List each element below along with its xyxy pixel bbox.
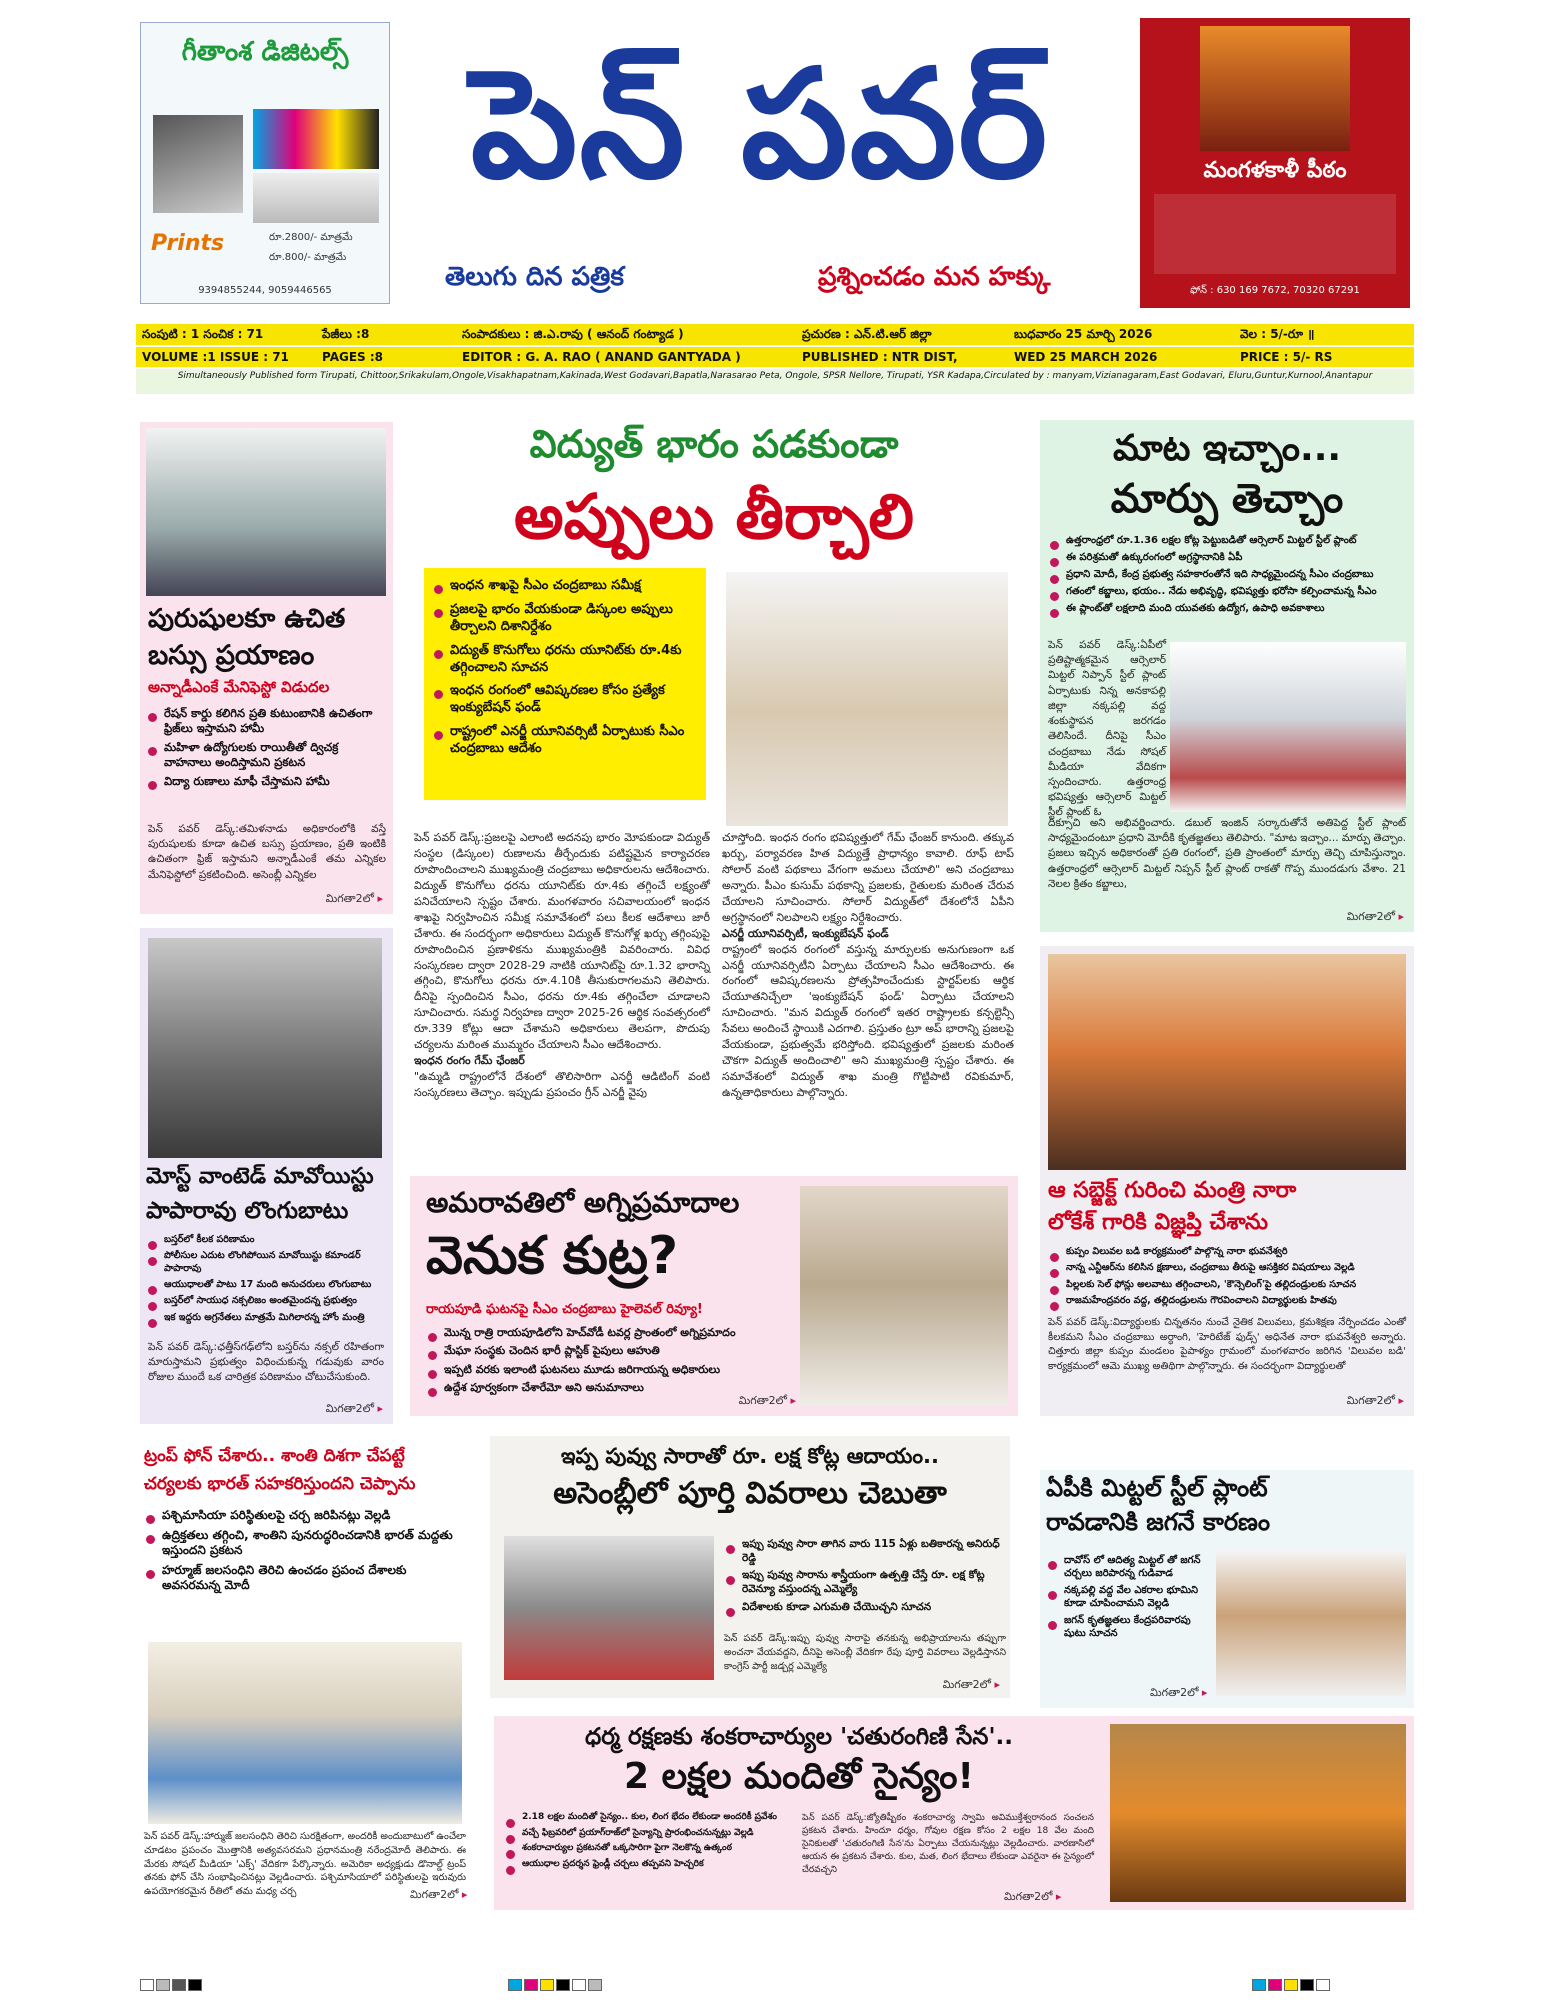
story-subject: [1040, 946, 1414, 1416]
power-bullet: రాష్ట్రంలో ఎనర్జీ యూనివర్సిటీ ఏర్పాటుకు సీఎం చంద్రబాబు ఆదేశం: [432, 724, 698, 758]
printer-image: [153, 115, 243, 213]
maoist-bullets: [146, 1234, 388, 1328]
maoist-headline-1: మోస్ట్ వాంటెడ్ మావోయిస్టు: [146, 1164, 374, 1189]
story-liquor: [490, 1436, 1010, 1698]
info-pages-en: PAGES :8: [322, 350, 383, 364]
maoist-continued: మిగతా2లో ▸: [326, 1402, 383, 1418]
info-pages-te: పేజీలు :8: [322, 327, 370, 341]
modi-photo: [148, 1642, 462, 1824]
army-body: పెన్ పవర్ డెస్క్:జ్యోతిష్పీఠం శంకరాచార్య స్వామి అవిముక్తేశ్వరానంద సంచలన ప్రకటన చేశారు. హిందూ ధర్మం, గోవుల రక్షణ కోసం 2 లక్షల 18 వేల మంది సైనికులతో 'చతురంగిణి సేన'ను ఏర్పాటు చేయనున్నట్లు వెల్లడించారు. వారణాసిలో ఆయన ఈ ప్రకటన చేశారు. కుల, మత, లింగ భేదాలు లేకుండా ఎవరైనా ఈ సైన్యంలో చేరవచ్చని: [802, 1813, 1094, 1876]
info-volume-en: VOLUME :1 ISSUE : 71: [142, 350, 289, 364]
mittal-headline-2: రావడానికి జగనే కారణం: [1046, 1508, 1271, 1536]
power-bullet-box: [424, 568, 706, 800]
mittal-continued: మిగతా2లో ▸: [1150, 1686, 1207, 1702]
ad-left-brand: గీతాంశ డిజిటల్స్: [181, 37, 349, 67]
info-price-te: వెల : 5/-రూ ॥: [1240, 327, 1315, 341]
promise-body-narrow: పెన్ పవర్ డెస్క్:ఏపీలో ప్రతిష్టాత్మకమైన ఆర్సెలార్ మిట్టల్ నిప్పాన్ స్టీల్ ప్లాంట్ ఏర్పాటుకు నిన్న అనకాపల్లి జిల్లా నక్కపల్లి వద్ద శంకుస్థాపన జరగడం తెలిసిందే. దీనిపై సీఎం చంద్రబాబు నేడు సోషల్ మీడియా వేదికగా స్పందించారు. ఉత్తరాంధ్ర భవిష్యత్తు ఆర్సెలార్ మిట్టల్ స్టీల్ ప్లాంట్ ఓ: [1048, 639, 1166, 819]
maoist-headline-2: పాపారావు లొంగుబాటు: [146, 1198, 349, 1224]
color-registration-bar-right: [1252, 1976, 1332, 1995]
trump-continued: మిగతా2లో ▸: [410, 1888, 467, 1904]
shankaracharya-photo: [1110, 1724, 1406, 1902]
promise-bullet: ఉత్తరాంధ్రలో రూ.1.36 లక్షల కోట్ల పెట్టుబడితో ఆర్సెలార్ మిట్టల్ స్టీల్ ప్లాంట్: [1048, 534, 1408, 547]
maoist-body: పెన్ పవర్ డెస్క్:ఛత్తీస్‌గఢ్‌లోని బస్తర్‌ను నక్సల్ రహితంగా మారుస్తామని ప్రభుత్వం విధించుకున్న గడువుకు వారం రోజుల ముందే ఒక చారిత్రక పరిణామం చోటుచేసుకుంది.: [148, 1341, 384, 1384]
army-bullet: ఆయుధాల ప్రదర్శన ఫ్రెండ్లీ చర్చలు తప్పవని హెచ్చరిక: [504, 1859, 794, 1871]
bus-headline-2: బస్సు ప్రయాణం: [148, 640, 315, 671]
subject-bullet: నాన్న ఎన్టీఆర్‌ను కలిసిన క్షణాలు, చంద్రబాబు తీరుపై ఆసక్తికర విషయాలు వెల్లడి: [1048, 1262, 1408, 1274]
bhuvaneshwari-event-photo: [1048, 954, 1406, 1170]
story-trump: [140, 1442, 470, 1904]
liquor-kicker: ఇప్ప పువ్వు సారాతో రూ. లక్ష కోట్ల ఆదాయం..: [561, 1444, 939, 1468]
promise-bullet: ఈ పరిశ్రమతో ఉక్కురంగంలో అగ్రస్థానానికి ఏపీ: [1048, 551, 1408, 564]
info-row-editions: Simultaneously Published form Tirupati, Chittoor,Srikakulam,Ongole,Visakhapatnam,Kakinada,West Godavari,Bapatla,Narasarao Peta, Ongole, SPSR Nellore, Tirupati, YSR Kadapa,Circulated by : manyam,Vizianagaram,East Godavari, Eluru,Guntur,Kurnool,Anantapur: [136, 369, 1414, 394]
info-row-telugu: [136, 324, 1414, 345]
army-bullets: [504, 1812, 794, 1875]
story-power: [410, 418, 1018, 1186]
masthead-tagline-right: ప్రశ్నించడం మన హక్కు: [818, 262, 1051, 292]
mittal-bullet: జగన్ కృతజ్ఞతలు కేంద్రపరివారపు షుటు సూచన: [1046, 1614, 1206, 1640]
story-promise: [1040, 420, 1414, 932]
fire-bullet: మొన్న రాత్రి రాయపూడిలోని హెచ్‌వోడీ టవర్ల ప్రాంతంలో అగ్నిప్రమాదం: [426, 1326, 796, 1340]
fire-continued: మిగతా2లో ▸: [739, 1394, 796, 1410]
trump-bullets: [144, 1508, 466, 1598]
liquor-bullet: ఇప్పు పువ్వు సారా తాగిన వారు 115 ఏళ్లు బతికారన్న అనిరుధ్ రెడ్డి: [724, 1538, 1008, 1565]
liquor-body: పెన్ పవర్ డెస్క్:ఇప్పు పువ్వు సారాపై తనకున్న అభిప్రాయాలను తప్పుగా అంచనా వేయవద్దని, దీనిపై అసెంబ్లీ వేదికగా రేపు పూర్తి వివరాలు వెల్లడిస్తానని కాంగ్రెస్ పార్టీ జడ్చర్ల ఎమ్మెల్యే: [724, 1633, 1006, 1672]
power-bullet: విద్యుత్ కొనుగోలు ధరను యూనిట్‌కు రూ.4కు తగ్గించాలని సూచన: [432, 643, 698, 677]
subject-body: పెన్ పవర్ డెస్క్:విద్యార్థులకు చిన్నతనం నుంచే నైతిక విలువలు, క్రమశిక్షణ నేర్పించడం ఎంతో కీలకమని సీఎం చంద్రబాబు అర్ధాంగి, 'హెరిటేజ్ ఫుడ్స్' అధినేత నారా భువనేశ్వరి అన్నారు. చిత్తూరు జిల్లా కుప్పం మండలం పైపాళ్యం గ్రామంలో మంగళవారం జరిగిన 'విలువల బడి' కార్యక్రమంలో ఆమె ముఖ్య అతిథిగా పాల్గొన్నారు. ఈ సందర్భంగా విద్యార్థులతో: [1048, 1317, 1406, 1372]
subject-headline-1: ఆ సబ్జెక్ట్ గురించి మంత్రి నారా: [1048, 1178, 1297, 1203]
promise-bullet: గతంలో కబ్జాలు, భయం.. నేడు అభివృద్ధి, భవిష్యత్తు భరోసా కల్పించామన్న సీఎం: [1048, 585, 1408, 598]
ad-left: [140, 22, 390, 304]
story-maoist: [140, 928, 393, 1424]
fire-bullet: ఇప్పటి వరకు ఇలాంటి ఘటనలు మూడు జరిగాయన్న అధికారులు: [426, 1363, 796, 1377]
bus-bullet: మహిళా ఉద్యోగులకు రాయితీతో ద్విచక్ర వాహనాలు అందిస్తామని ప్రకటన: [146, 740, 388, 770]
info-date-te: బుధవారం 25 మార్చి 2026: [1014, 327, 1153, 341]
army-headline-2: 2 లక్షల మందితో సైన్యం!: [624, 1756, 974, 1797]
fire-bullet: ఉద్దేశ పూర్వకంగా చేశారేమో అని అనుమానాలు: [426, 1381, 796, 1395]
power-bullet: ప్రజలపై భారం వేయకుండా డిస్కంల అప్పులు తీర్చాలని దిశానిర్దేశం: [432, 602, 698, 636]
fire-kicker: అమరావతిలో అగ్నిప్రమాదాల: [426, 1186, 740, 1219]
chandrababu-photo: [726, 572, 1008, 826]
info-price-en: PRICE : 5/- RS: [1240, 350, 1333, 364]
power-body-right-text: చూస్తోంది. ఇంధన రంగం భవిష్యత్తులో గేమ్ ఛేంజర్ కానుంది. తక్కువ ఖర్చు, పర్యావరణ హిత విద్యుత్తే ప్రాధాన్యం కావాలి. రూఫ్ టాప్ సోలార్ వంటి పథకాలు వేగంగా అమలు చేయాలి" అని చంద్రబాబు అన్నారు. పీఎం కుసుమ్ పథకాన్ని ప్రజలకు, రైతులకు మరింత చేరువ చేయాలని సూచించారు. సోలార్ విద్యుత్‌లో దేశంలోనే ఏపీని అగ్రస్థానంలో నిలపాలని లక్ష్యం నిర్దేశించారు.: [722, 831, 1014, 924]
power-headline: అప్పులు తీర్చాలి: [514, 480, 914, 553]
trump-bullet: ఉద్రిక్తతలు తగ్గించి, శాంతిని పునరుద్ధరించడానికి భారత్ మద్దతు ఇస్తుందని ప్రకటన: [144, 1528, 466, 1559]
info-published-te: ప్రచురణ : ఎన్.టి.ఆర్ జిల్లా: [802, 327, 932, 341]
power-body-left-text: పెన్ పవర్ డెస్క్:ప్రజలపై ఎలాంటి అదనపు భారం మోపకుండా విద్యుత్ సంస్థల (డిస్కంల) రుణాలను తీర్చేందుకు పటిష్టమైన కార్యాచరణ రూపొందించాలని ముఖ్యమంత్రి చంద్రబాబు అధికారులను ఆదేశించారు. విద్యుత్ కొనుగోలు ధరను యూనిట్‌కు రూ.4కు తగ్గించే లక్ష్యంతో పనిచేయాలని స్పష్టం చేశారు. మంగళవారం సచివాలయంలో ఇంధన శాఖపై నిర్వహించిన సమీక్ష సమావేశంలో పలు కీలక ఆదేశాలు జారీ చేశారు. ఈ సందర్భంగా అధికారులు విద్యుత్ కొనుగోళ్ల ఖర్చు తగ్గింపుపై రూపొందించిన ప్రణాళికను ముఖ్యమంత్రికి వివరించారు. వివిధ సంస్కరణల ద్వారా 2028-29 నాటికి యూనిట్‌పై రూ.1.32 భారాన్ని తగ్గించి, కొనుగోలు ధరను రూ.4.10కి తీసుకురాగలమని తెలిపారు. దీనిపై స్పందించిన సీఎం, ధరను రూ.4కు తగ్గించేలా చూడాలని సూచించారు. సమర్థ నిర్వహణ ద్వారా 2025-26 ఆర్థిక సంవత్సరంలో రూ.339 కోట్లు ఆదా చేశామని అధికారులు తెలపగా, పొదుపు చర్యలను మరింత ముమ్మరం చేయాలని సీఎం ఆదేశించారు.: [414, 831, 710, 1052]
papa-rao-photo: [148, 938, 382, 1158]
ad-right-phone: ఫోన్ : 630 169 7672, 70320 67291: [1190, 285, 1360, 296]
liquor-bullet: విదేశాలకు కూడా ఎగుమతి చేయొచ్చని సూచన: [724, 1601, 1008, 1615]
color-registration-bar-center: [508, 1976, 604, 1995]
power-body-left-text-2: "ఉమ్మడి రాష్ట్రంలోనే దేశంలో తొలిసారిగా ఎనర్జీ ఆడిటింగ్ వంటి సంస్కరణలు తెచ్చాం. ఇప్పుడు ప్రపంచం గ్రీన్ ఎనర్జీ వైపు: [414, 1070, 710, 1099]
trump-body: పెన్ పవర్ డెస్క్:హార్ముజ్ జలసంధిని తెరిచి సురక్షితంగా, అందరికీ అందుబాటులో ఉంచేలా చూడటం ప్రపంచం మొత్తానికి అత్యవసరమని ప్రధానమంత్రి నరేంద్రమోదీ తెలిపారు. ఈ మేరకు సోషల్ మీడియా 'ఎక్స్' వేదికగా పేర్కొన్నారు. అమెరికా అధ్యక్షుడు డొనాల్డ్ ట్రంప్ తనకు ఫోన్ చేసి సంభాషించినట్లు వెల్లడించారు. పశ్చిమాసియాలో పరిస్థితులపై ఇరువురు ఉపయోగకరమైన రీతిలో తమ మధ్య చర్చ: [144, 1831, 466, 1898]
power-bullets: [432, 578, 698, 762]
trump-headline-1: ట్రంప్ ఫోన్ చేశారు.. శాంతి దిశగా చేపట్టే: [144, 1446, 405, 1466]
bus-body: పెన్ పవర్ డెస్క్:తమిళనాడు అధికారంలోకి వస్తే పురుషులకు కూడా ఉచిత బస్సు ప్రయాణం, ప్రతి ఇంటికి ఉచితంగా ఫ్రిజ్ ఇస్తామని అన్నాడీఎంకే తమ ఎన్నికల మేనిఫెస్టోలో ప్రకటించింది. అసెంబ్లీ ఎన్నికల: [148, 823, 386, 881]
info-date-en: WED 25 MARCH 2026: [1014, 350, 1158, 364]
army-bullet: వచ్చే ఫిబ్రవరిలో ప్రయాగ్‌రాజ్‌లో సైన్యాన్ని ప్రారంభించనున్నట్లు వెల్లడి: [504, 1828, 794, 1840]
fire-bullets: [426, 1326, 796, 1399]
gudivada-photo: [1216, 1550, 1406, 1696]
bus-continued: మిగతా2లో ▸: [326, 892, 383, 908]
fire-subhead: రాయపూడి ఘటనపై సీఎం చంద్రబాబు హైలెవల్ రివ్యూ!: [426, 1302, 703, 1317]
bus-bullet: విద్యా రుణాలు మాఫీ చేస్తామని హామీ: [146, 774, 388, 789]
masthead-tagline-left: తెలుగు దిన పత్రిక: [445, 262, 624, 292]
trump-bullet: హర్మూజ్ జలసంధిని తెరిచి ఉంచడం ప్రపంచ దేశాలకు అవసరమన్న మోదీ: [144, 1563, 466, 1594]
bus-headline-1: పురుషులకూ ఉచిత: [148, 604, 346, 634]
liquor-bullet: ఇప్పు పువ్వు సారాను శాస్త్రీయంగా ఉత్పత్తి చేస్తే రూ. లక్ష కోట్ల రెవెన్యూ వస్తుందన్న ఎమ్మెల్యే: [724, 1569, 1008, 1596]
power-subhead-right: ఎనర్జీ యూనివర్సిటీ, ఇంక్యుబేషన్ ఫండ్: [722, 926, 889, 940]
promise-continued: మిగతా2లో ▸: [1347, 910, 1404, 926]
swamiji-photo: [1200, 26, 1350, 151]
color-registration-bar-left: [140, 1976, 204, 1995]
trump-bullet: పశ్చిమాసియా పరిస్థితులపై చర్చ జరిపినట్లు వెల్లడి: [144, 1508, 466, 1524]
promise-headline-1: మాట ఇచ్చాం...: [1112, 428, 1342, 469]
info-volume-te: సంపుటి : 1 సంచిక : 71: [142, 327, 264, 341]
fire-bullet: మేఘా సంస్థకు చెందిన భారీ ప్లాస్టిక్ పైపులు ఆహుతి: [426, 1344, 796, 1358]
story-bus: [140, 422, 393, 914]
maoist-bullet: పోలీసుల ఎదుట లొంగిపోయిన మావోయిస్టు కమాండర్ పాపారావు: [146, 1250, 388, 1275]
mittal-bullets: [1046, 1554, 1206, 1644]
info-editor-te: సంపాదకులు : జి.ఎ.రావు ( ఆనంద్ గంట్యాడ ): [462, 327, 684, 341]
army-bullet: 2.18 లక్షల మందితో సైన్యం.. కుల, లింగ భేదం లేకుండా అందరికీ ప్రవేశం: [504, 1812, 794, 1824]
ad-left-logo: Prints: [151, 231, 225, 256]
bus-subhead: అన్నాడీఎంకే మేనిఫెస్టో విడుదల: [148, 678, 330, 696]
army-continued: మిగతా2లో ▸: [1004, 1890, 1061, 1906]
cm-buddha-photo: [800, 1186, 1008, 1406]
story-army: [494, 1716, 1414, 1910]
promise-bullets: [1048, 534, 1408, 619]
army-headline-1: ధర్మ రక్షణకు శంకరాచార్యుల 'చతురంగిణి సేన'..: [585, 1724, 1013, 1750]
story-fire: [410, 1176, 1018, 1416]
bus-bullets: [146, 706, 388, 793]
maoist-bullet: ఆయుధాలతో పాటు 17 మంది అనుచరులు లొంగుబాటు: [146, 1279, 388, 1291]
masthead-title: పెన్ పవర్: [470, 36, 1050, 212]
ink-bottles-image: [253, 109, 379, 169]
anirudh-reddy-photo: [504, 1536, 714, 1680]
info-bar: [136, 324, 1414, 394]
subject-bullet: పిల్లలకు సెల్ ఫోన్లు అలవాటు తగ్గించాలని, 'కౌన్సెలింగ్'పై తల్లిదండ్రులకు సూచన: [1048, 1279, 1408, 1291]
ad-left-contact: 9394855244, 9059446565: [198, 285, 332, 296]
power-bullet: ఇంధన రంగంలో ఆవిష్కరణల కోసం ప్రత్యేక ఇంక్యుబేషన్ ఫండ్: [432, 683, 698, 717]
mittal-bullet: దావోస్ లో ఆదిత్య మిట్టల్ తో జగన్ చర్చలు జరిపారన్న గుడివాడ: [1046, 1554, 1206, 1580]
liquor-headline: అసెంబ్లీలో పూర్తి వివరాలు చెబుతా: [553, 1476, 947, 1511]
power-kicker: విద్యుత్ భారం పడకుండా: [529, 422, 899, 466]
fire-headline: వెనుక కుట్ర?: [426, 1226, 679, 1286]
ad-right-title: మంగళకాళీ పీఠం: [1203, 158, 1347, 183]
subject-bullets: [1048, 1246, 1408, 1311]
maoist-bullet: బస్తర్‌లో కీలక పరిణామం: [146, 1234, 388, 1246]
liquor-bullets: [724, 1538, 1008, 1618]
power-body-left: [414, 830, 710, 1101]
ad-left-price1: రూ.2800/- మాత్రమే: [269, 232, 353, 243]
army-bullet: శంకరాచార్యుల ప్రకటనతో ఒక్కసారిగా పైగా నెలకొన్న ఉత్కంఠ: [504, 1843, 794, 1855]
paper-rolls-image: [253, 173, 379, 223]
mittal-headline-1: ఏపీకి మిట్టల్ స్టీల్ ప్లాంట్: [1046, 1474, 1268, 1502]
maoist-bullet: ఇక ఇద్దరు అగ్రనేతలు మాత్రమే మిగిలారన్న హోం మంత్రి: [146, 1312, 388, 1324]
cm-speech-photo: [1170, 642, 1406, 812]
info-published-en: PUBLISHED : NTR DIST,: [802, 350, 958, 364]
ad-left-price2: రూ.800/- మాత్రమే: [269, 252, 347, 263]
bus-bullet: రేషన్ కార్డు కలిగిన ప్రతి కుటుంబానికి ఉచితంగా ఫ్రిజ్‌లు ఇస్తామని హామీ: [146, 706, 388, 736]
power-body-right-text-2: రాష్ట్రంలో ఇంధన రంగంలో వస్తున్న మార్పులకు అనుగుణంగా ఒక ఎనర్జీ యూనివర్సిటీని ఏర్పాటు చేయాలని సీఎం ఆదేశించారు. ఈ రంగంలో ఆవిష్కరణలను ప్రోత్సహించేందుకు స్టార్టప్‌లకు ఆర్థిక చేయూతనిచ్చేలా 'ఇంక్యుబేషన్ ఫండ్' ఏర్పాటు చేయాలని సూచించారు. "మన విద్యుత్ రంగంలో ఇతర రాష్ట్రాలకు కన్సల్టెన్సీ సేవలు అందించే స్థాయికి ఎదగాలి. ప్రస్తుతం ట్రూ అప్ భారాన్ని ప్రజలపై వేయకుండా, ప్రభుత్వమే భరిస్తోంది. భవిష్యత్తులో ప్రజలకు మరింత చౌకగా విద్యుత్ అందించాలి" అని ముఖ్యమంత్రి స్పష్టం చేశారు. ఈ సమావేశంలో విద్యుత్ శాఖ మంత్రి గొట్టిపాటి రవికుమార్, ఉన్నతాధికారులు పాల్గొన్నారు.: [722, 942, 1014, 1099]
power-bullet: ఇంధన శాఖపై సీఎం చంద్రబాబు సమీక్ష: [432, 578, 698, 595]
subject-bullet: కుప్పం విలువల బడి కార్యక్రమంలో పాల్గొన్న నారా భువనేశ్వరి: [1048, 1246, 1408, 1258]
liquor-continued: మిగతా2లో ▸: [943, 1678, 1000, 1694]
info-row-english: [136, 347, 1414, 367]
trump-headline-2: చర్యలకు భారత్ సహకరిస్తుందని చెప్పాను: [144, 1474, 416, 1494]
subject-bullet: రాజమహేంద్రవరం వద్ద, తల్లిదండ్రులను గౌరవించాలని విద్యార్థులకు హితవు: [1048, 1295, 1408, 1307]
subject-continued: మిగతా2లో ▸: [1347, 1394, 1404, 1410]
story-mittal: [1040, 1470, 1414, 1708]
ad-right: [1140, 18, 1410, 308]
ad-right-body: [1154, 194, 1396, 274]
mittal-bullet: నక్కపల్లి వద్ద వేల ఎకరాల భూమిని కూడా చూపించామని వెల్లడి: [1046, 1584, 1206, 1610]
promise-bullet: ప్రధాని మోదీ, కేంద్ర ప్రభుత్వ సహకారంతోనే ఇది సాధ్యమైందన్న సీఎం చంద్రబాబు: [1048, 568, 1408, 581]
promise-body-full: దిక్సూచి అని అభివర్ణించారు. డబుల్ ఇంజిన్ సర్కారుతోనే అతిపెద్ద స్టీల్ ప్లాంట్ సాధ్యమైందంటూ ప్రధాని మోదీకి కృతజ్ఞతలు తెలిపారు. "మాట ఇచ్చాం... మార్పు తెచ్చాం. ప్రజలు ఇచ్చిన అధికారంతో ప్రతి రంగంలో, ప్రతి ప్రాంతంలో మార్పు తెచ్చి చూపిస్తున్నాం. ఉత్తరాంధ్రలో ఆర్సెలార్ మిట్టల్ నిప్పన్ స్టీల్ ప్లాంట్ రాకతో గొప్ప ముందడుగు వేశాం. 21 నెలల క్రితం కబ్జాలు,: [1048, 817, 1406, 890]
subject-headline-2: లోకేశ్ గారికి విజ్ఞప్తి చేశాను: [1048, 1210, 1268, 1235]
maoist-bullet: బస్తర్‌లో సాయుధ నక్సలిజం అంతమైందన్న ప్రభుత్వం: [146, 1295, 388, 1307]
manifesto-release-photo: [146, 428, 386, 596]
power-body-right: [722, 830, 1014, 1101]
power-subhead-left: ఇంధన రంగం గేమ్ ఛేంజర్: [414, 1054, 525, 1068]
info-editor-en: EDITOR : G. A. RAO ( ANAND GANTYADA ): [462, 350, 741, 364]
promise-headline-2: మార్పు తెచ్చాం: [1110, 476, 1344, 522]
promise-bullet: ఈ ప్లాంట్‌తో లక్షలాది మంది యువతకు ఉద్యోగ, ఉపాధి అవకాశాలు: [1048, 602, 1408, 615]
